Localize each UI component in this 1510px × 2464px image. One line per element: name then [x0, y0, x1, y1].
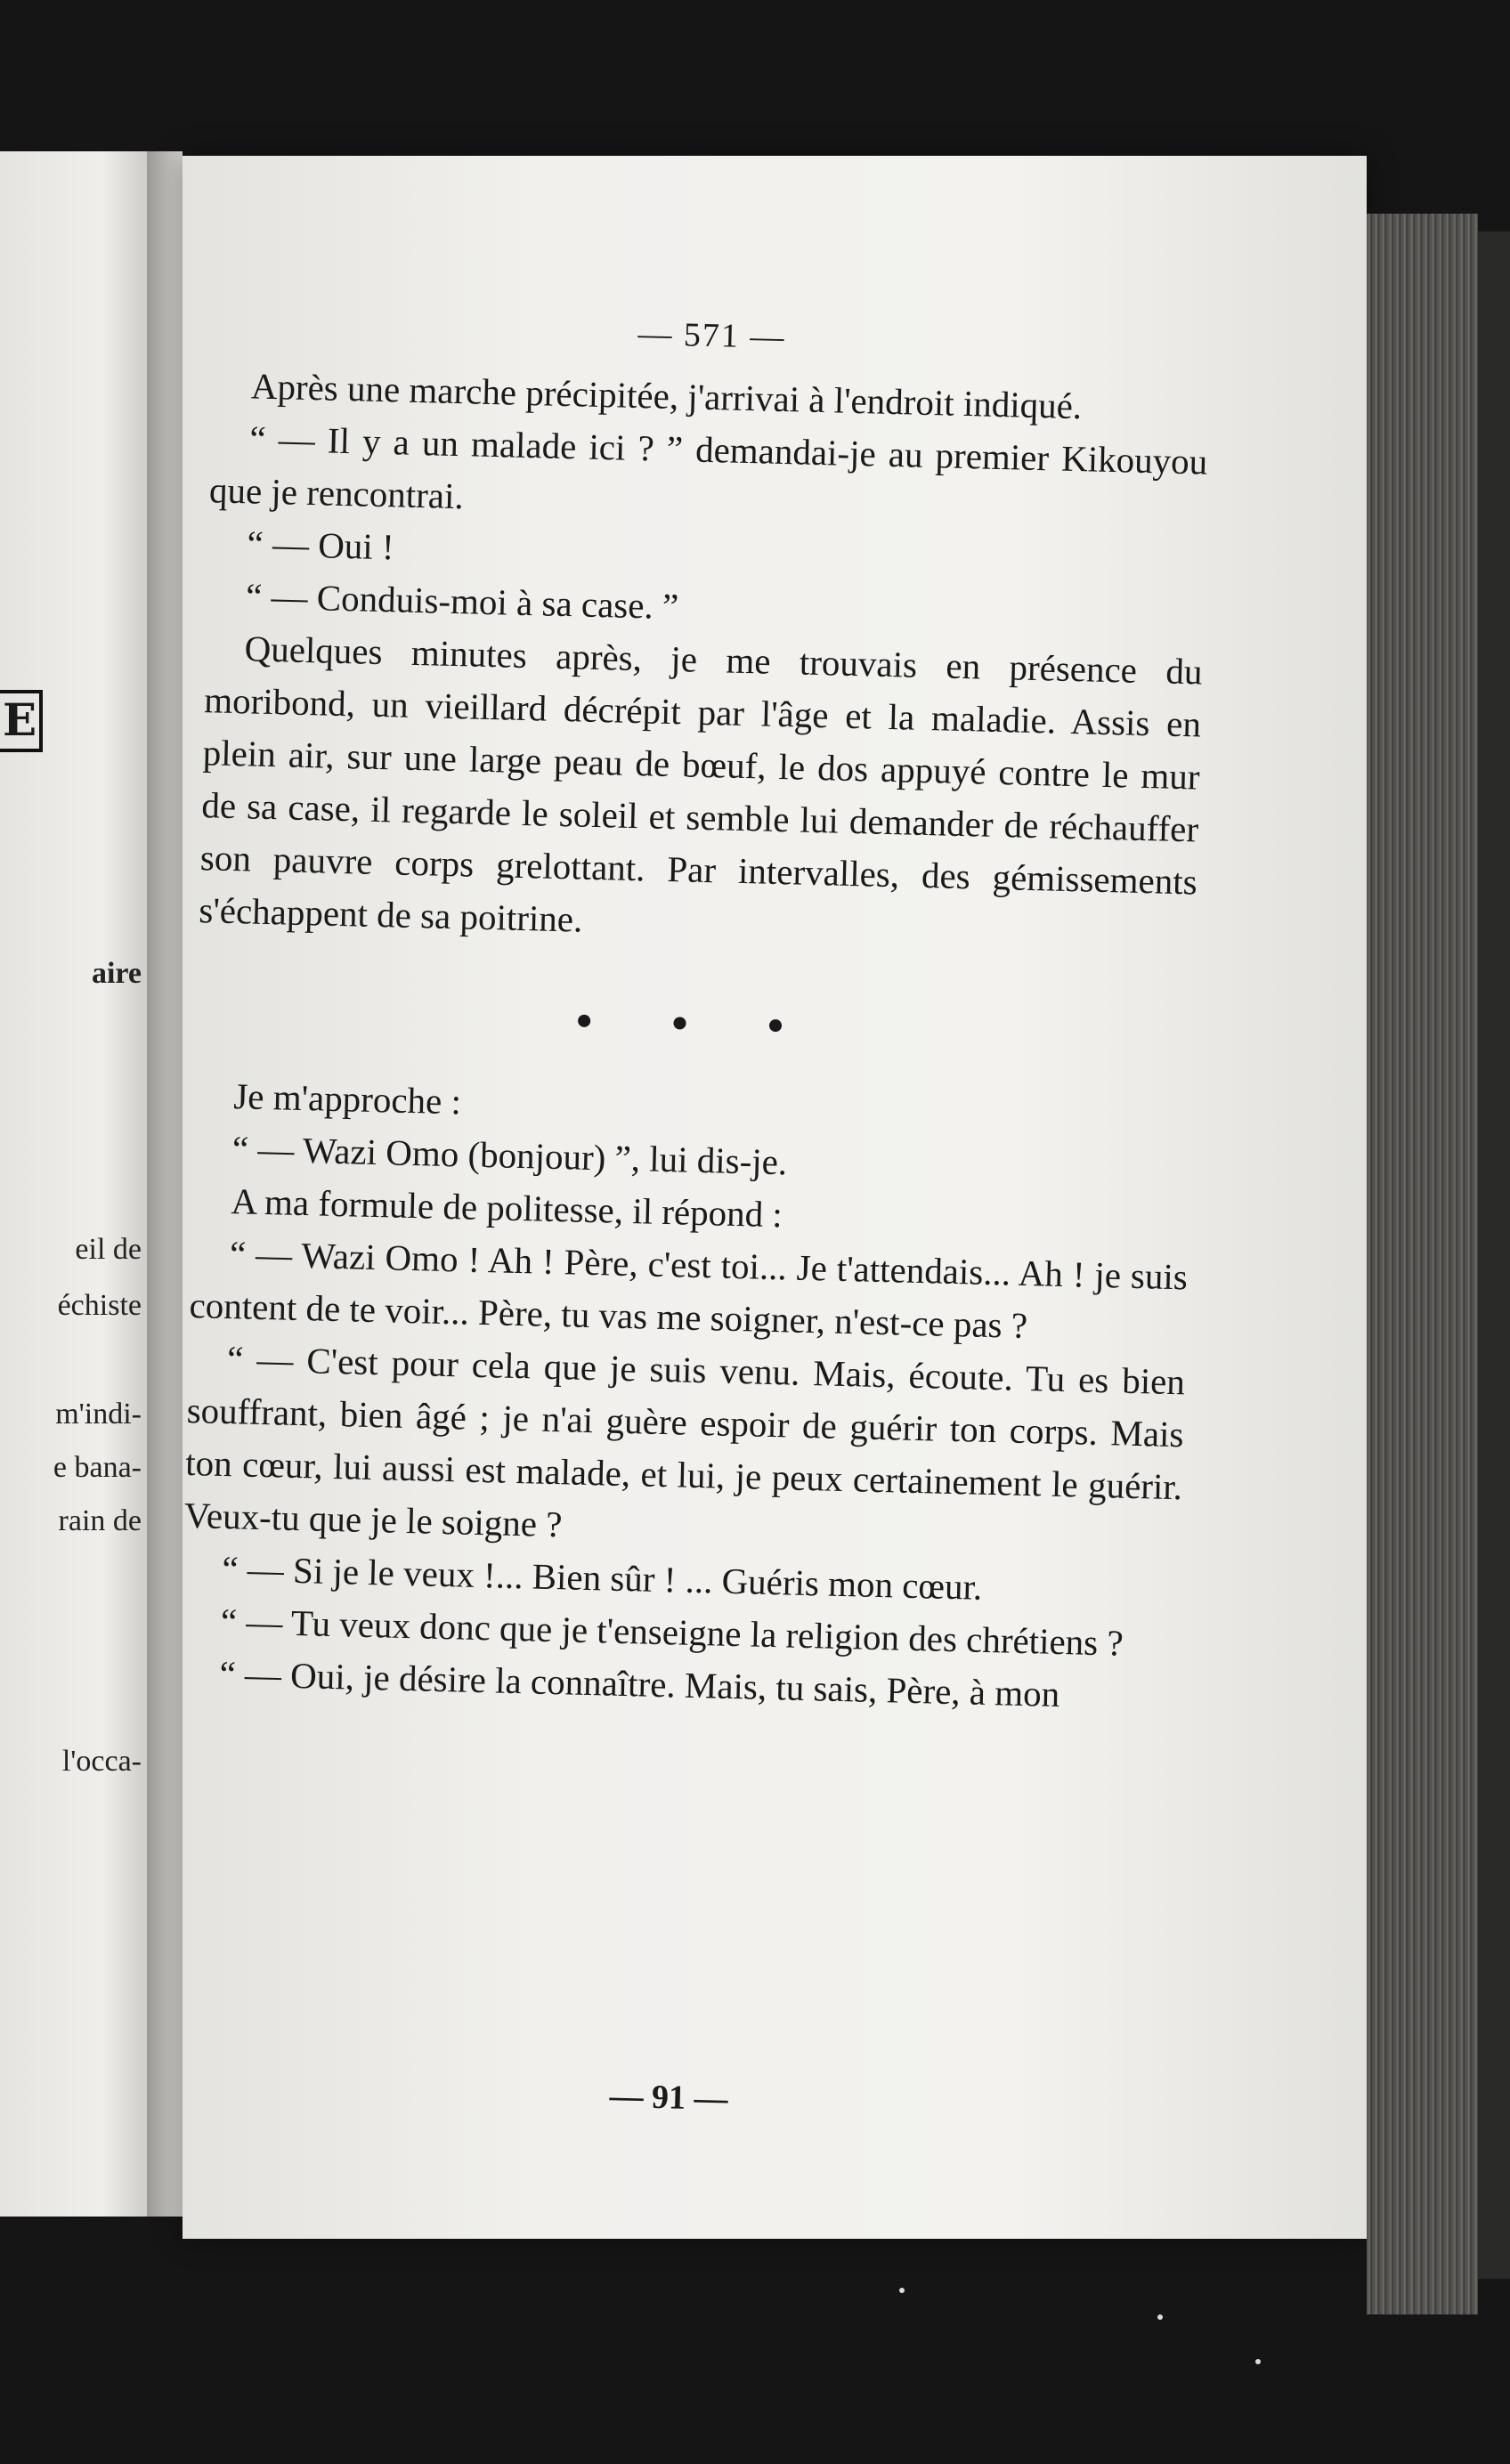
dialogue-line: “ — Conduis-moi à sa case. ” — [245, 575, 679, 628]
section-separator: • • • — [572, 1001, 818, 1050]
dialogue-line: “ — Wazi Omo ! Ah ! Père, c'est toi... Je t'attendais... Ah ! je suis content de te voir... Père, tu vas me soigner, n'est-ce pas ? — [189, 1233, 1189, 1346]
dialogue-line: “ — Wazi Omo (bonjour) ”, lui dis-je. — [231, 1128, 788, 1183]
dust-speck — [1255, 2359, 1261, 2364]
paragraph: A ma formule de politesse, il répond : — [230, 1180, 783, 1236]
left-frag: échiste — [57, 1289, 142, 1322]
left-frag-boxed-letter: E — [0, 690, 43, 752]
left-frag: e bana- — [53, 1451, 142, 1484]
paragraph: Je m'approche : — [232, 1075, 462, 1123]
dialogue-line: “ — Si je le veux !... Bien sûr ! ... Guéris mon cœur. — [221, 1547, 983, 1608]
previous-page-fragment — [0, 151, 147, 2217]
paragraph: Après une marche précipitée, j'arrivai à l'endroit indiqué. — [250, 365, 1083, 427]
dialogue-line: “ — C'est pour cela que je suis venu. Mais, écoute. Tu es bien souffrant, bien âgé ; je n'ai guère espoir de guérir ton corps. Mais ton cœur, lui aussi est malade, et lui, je peux certainement le guérir. Veux-tu que je le soigne ? — [183, 1338, 1186, 1545]
dialogue-line: “ — Tu veux donc que je t'enseigne la religion des chrétiens ? — [220, 1600, 1124, 1664]
page-block-edges — [1367, 214, 1478, 2314]
dust-speck — [899, 2288, 905, 2293]
page-number: — 571 — — [637, 314, 786, 357]
left-frag: eil de — [75, 1233, 142, 1266]
book-gutter — [147, 151, 183, 2217]
left-frag: l'occa- — [61, 1745, 142, 1778]
signature-number: — 91 — — [609, 2077, 729, 2119]
paragraph: Quelques minutes après, je me trouvais en présence du moribond, un vieillard décrépit par l'âge et la maladie. Assis en plein air, sur une large peau de bœuf, le dos appuyé contre le mur de sa case, il regarde le soleil et semble lui demander de réchauffer son pauvre corps grelottant. Par intervalles, des gémissements s'échappent de sa poitrine. — [198, 628, 1203, 940]
left-frag: aire — [91, 957, 142, 990]
dialogue-line: “ — Il y a un malade ici ? ” demandai-je au premier Kikouyou que je rencontrai. — [208, 417, 1208, 517]
book-cover-edge — [1478, 231, 1510, 2279]
page-text-block — [180, 304, 1211, 2119]
dust-speck — [1157, 2314, 1163, 2320]
dialogue-line: “ — Oui ! — [247, 523, 395, 568]
left-frag: m'indi- — [55, 1398, 142, 1431]
dialogue-line: “ — Oui, je désire la connaître. Mais, tu sais, Père, à mon — [219, 1652, 1060, 1714]
left-frag: rain de — [58, 1504, 142, 1537]
